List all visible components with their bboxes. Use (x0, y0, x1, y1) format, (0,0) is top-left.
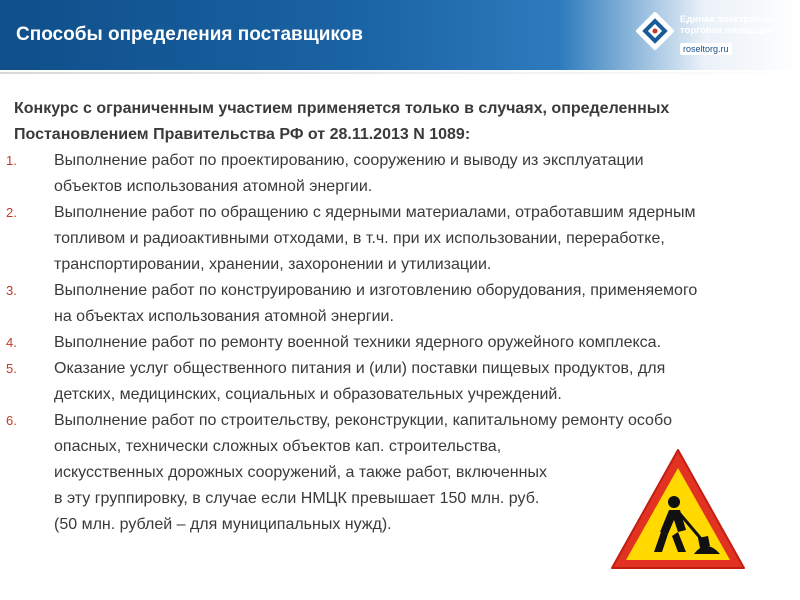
list-item-4 (0, 330, 800, 356)
item-text (54, 356, 796, 408)
item-line: объектов использования атомной энергии. (54, 178, 373, 195)
item-line: Выполнение работ по обращению с ядерными материалами, отработавшим ядерным (54, 204, 696, 221)
logo-line-1: Единая электронная (680, 14, 777, 25)
item-line: на объектах использования атомной энергии. (54, 308, 394, 325)
item-line: детских, медицинских, социальных и образовательных учреждений. (54, 386, 562, 403)
item-line: искусственных дорожных сооружений, а также работ, включенных (54, 464, 547, 481)
item-text (54, 200, 796, 278)
logo-url[interactable]: roseltorg.ru (680, 43, 732, 55)
item-number: 3. (6, 283, 17, 298)
list-item-5 (0, 356, 800, 408)
item-number: 2. (6, 205, 17, 220)
item-line: Выполнение работ по конструированию и изготовлению оборудования, применяемого (54, 282, 698, 299)
item-text (54, 148, 796, 200)
item-text (54, 330, 796, 356)
road-works-sign-icon (606, 444, 750, 576)
list-item-1 (0, 148, 800, 200)
page-title: Способы определения поставщиков (16, 24, 363, 45)
roseltorg-logo-icon (636, 12, 674, 50)
roseltorg-logo[interactable] (636, 10, 796, 60)
item-line: (50 млн. рублей – для муниципальных нужд). (54, 516, 392, 533)
logo-text (680, 14, 796, 36)
item-number: 5. (6, 361, 17, 376)
item-line: транспортировании, хранении, захоронении и утилизации. (54, 256, 492, 273)
item-number: 4. (6, 335, 17, 350)
item-line: Выполнение работ по ремонту военной техники ядерного оружейного комплекса. (54, 334, 662, 351)
item-line: Оказание услуг общественного питания и (или) поставки пищевых продуктов, для (54, 360, 666, 377)
header-divider (0, 72, 800, 74)
header-bar (0, 0, 800, 70)
item-number: 1. (6, 153, 17, 168)
list-item-2 (0, 200, 800, 278)
item-line: топливом и радиоактивными отходами, в т.ч. при их использовании, переработке, (54, 230, 665, 247)
intro-line-2: Постановлением Правительства РФ от 28.11.2013 N 1089: (14, 126, 471, 143)
item-line: Выполнение работ по строительству, реконструкции, капитальному ремонту особо (54, 412, 673, 429)
item-number: 6. (6, 413, 17, 428)
intro-line-1: Конкурс с ограниченным участием применяется только в случаях, определенных (14, 100, 670, 117)
item-line: Выполнение работ по проектированию, сооружению и выводу из эксплуатации (54, 152, 644, 169)
item-line: опасных, технически сложных объектов кап. строительства, (54, 438, 502, 455)
list-item-3 (0, 278, 800, 330)
item-text (54, 278, 796, 330)
intro-text (14, 96, 794, 148)
item-line: в эту группировку, в случае если НМЦК превышает 150 млн. руб. (54, 490, 540, 507)
logo-line-2: торговая площадка (680, 25, 772, 36)
